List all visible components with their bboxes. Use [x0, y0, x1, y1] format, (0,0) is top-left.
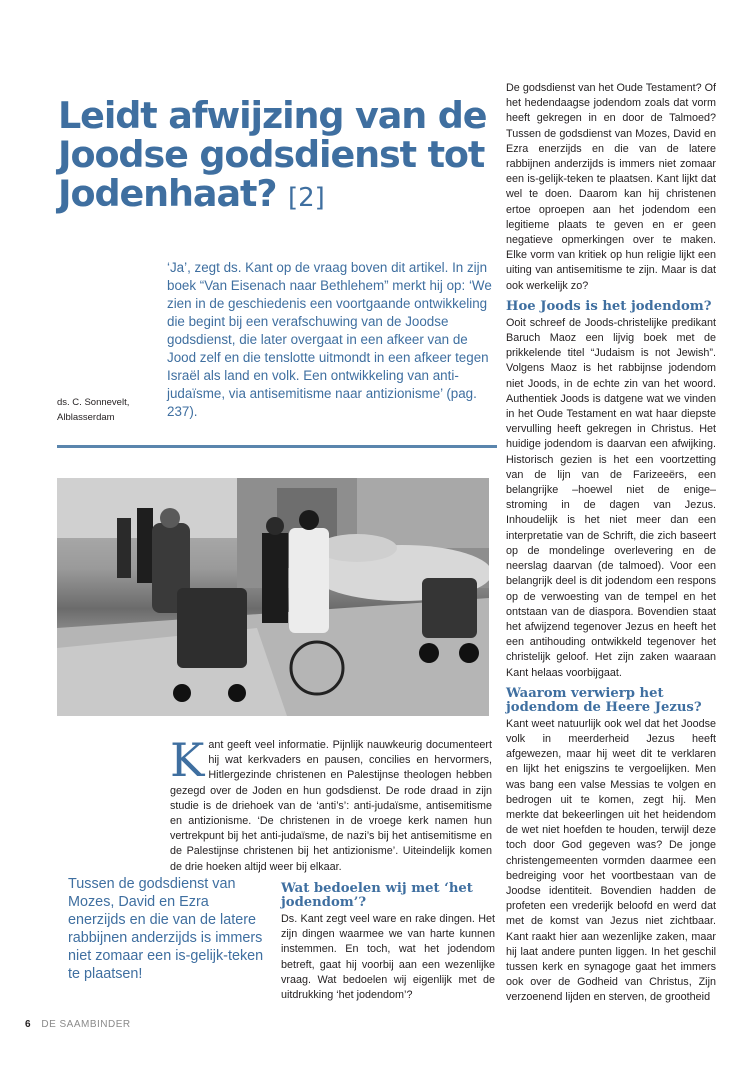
body-column-right — [506, 81, 716, 1006]
body-column-subsection — [281, 882, 495, 1003]
body-paragraph-5: Kant weet natuurlijk ook wel dat het Joodse volk in meerderheid Jezus heeft afgewezen, maar hij weet dit te verklaren en lijkt het enigszins te vergoelijken. Men was bang een valse Messias te volgen en bedrogen uit te komen, zegt hij. Men merkte dat bekeerlingen uit het heidendom de wet niet hoefden te houden, terwijl deze toch door God gegeven was? De jonge christengemeenten vormden daarmee een bedreiging voor het voortbestaan van de Joodse identiteit. Bovendien hadden de profeten een vrederijk beloofd en werd dat met de komst van Jezus niet zichtbaar. Kant raakt hier aan wezenlijke zaken, maar hij laat andere punten liggen. In het geschil tussen kerk en synagoge gaat het immers ook over de Godheid van Christus, Zijn verzoenend lijden en sterven, de grootheid — [506, 717, 716, 1004]
section-divider — [57, 445, 497, 448]
drop-cap: K — [170, 733, 205, 787]
body-paragraph-2: Ds. Kant zegt veel ware en rake dingen. Het zijn dingen waarmee we van harte kunnen instemmen. En toch, wat het jodendom betreft, gaat hij voorbij aan een wezenlijke vraag. Wat bedoelen wij eigenlijk met de uitdrukking ‘het jodendom’? — [281, 913, 495, 1002]
body-paragraph-4: Ooit schreef de Joods-christelijke predikant Baruch Maoz een lijvig boek met de prikkelende titel “Judaism is not Jewish”. Volgens Maoz is het rabbijnse jodendom niet Joods, in de echte zin van het woord. Authentiek Joods is datgene wat we vinden in het Oude Testament en wat haar diepste vervulling heeft gekregen in Christus. Het huidige jodendom is daarvan een afwijking. Historisch gezien is het een voortzetting van de lijn van de Farizeeërs, een belangrijke –hoewel niet de enige– stroming in de dagen van Jezus. Inhoudelijk is het niet meer dan een interpretatie van de Schrift, die zich baseert op de mondelinge overlevering en de neerslag daarvan (de talmoed). Voor een belangrijk deel is dit jodendom een respons op de verwoesting van de tempel en het ontstaan van de diaspora. Bovendien staat het afwijzend tegenover Jezus en heeft het een antihouding ontwikkeld tegenover het christelijk geloof. Het zijn zaken waaraan Kant helaas voorbijgaat. — [506, 316, 716, 679]
body-column-middle — [170, 733, 492, 875]
subheading-het-jodendom: Wat bedoelen wij met ‘het jodendom’? — [281, 881, 473, 910]
pull-quote: Tussen de godsdienst van Mozes, David en Ezra enerzijds en die van de latere rabbijnen anderzijds is immers niet zomaar een is-gelijk-teken te plaatsen! — [68, 876, 264, 982]
article-title — [58, 96, 498, 218]
article-title-text: Leidt afwijzing van de Joodse godsdienst tot Jodenhaat? — [58, 94, 487, 215]
photo-illustration — [57, 478, 489, 716]
page-number: 6 — [25, 1019, 31, 1030]
article-intro: ‘Ja’, zegt ds. Kant op de vraag boven dit artikel. In zijn boek “Van Eisenach naar Bethlehem” merkt hij op: ‘We zien in de geschiedenis een voortgaande ontwikkeling die begint bij een verafschuwing van de Joodse godsdienst, die later overgaat in een afkeer van de Jood zelf en die tenslotte uitmondt in een afkeer tegen Israël als land en volk. Een ontwikkeling van anti-judaïsme, via antisemitisme naar antizionisme’ (pag. 237). — [167, 260, 492, 419]
author-byline: ds. C. Sonnevelt, Alblasserdam — [57, 397, 130, 423]
body-paragraph-3: De godsdienst van het Oude Testament? Of het hedendaagse jodendom zoals dat vorm heeft gekregen in en door de Talmoed? Tussen de godsdienst van Mozes, David en Ezra enerzijds en die van de latere rabbijnen anderzijds is immers niet zomaar een is-gelijk-teken te plaatsen. Kant lijkt dat wel te doen. Daarom kan hij christenen ertoe oproepen aan het jodendom een legitieme plaats te geven en er geen negatieve opmerkingen over te maken. Elke vorm van kritiek op hun religie lijkt een uiting van antisemitisme te zijn. Maar is dat ook werkelijk zo? — [506, 82, 716, 292]
subheading-hoe-joods: Hoe Joods is het jodendom? — [506, 298, 712, 314]
magazine-name: DE SAAMBINDER — [41, 1019, 131, 1030]
page-footer — [25, 1019, 131, 1030]
body-paragraph-1: ant geeft veel informatie. Pijnlijk nauwkeurig documenteert hij wat kerkvaders en pausen, concilies en hervormers, Hitlergezinde christenen en Palestijnse theologen hebben gezegd over de Joden en hun godsdienst. De rode draad in zijn studie is de driehoek van de ‘anti’s’: anti-judaïsme, antisemitisme en antizionisme. ‘De christenen in de vroege kerk namen hun vertrekpunt bij het anti-judaïsme, de nazi’s bij het antisemitisme en de Palestijnse christenen bij het antizionisme’. Uiteindelijk komen de drie hoeken altijd weer bij elkaar. — [170, 739, 492, 873]
street-photo — [57, 478, 489, 716]
subheading-waarom-verwierp: Waarom verwierp het jodendom de Heere Jezus? — [506, 685, 702, 715]
article-part-number: [2] — [288, 183, 325, 213]
